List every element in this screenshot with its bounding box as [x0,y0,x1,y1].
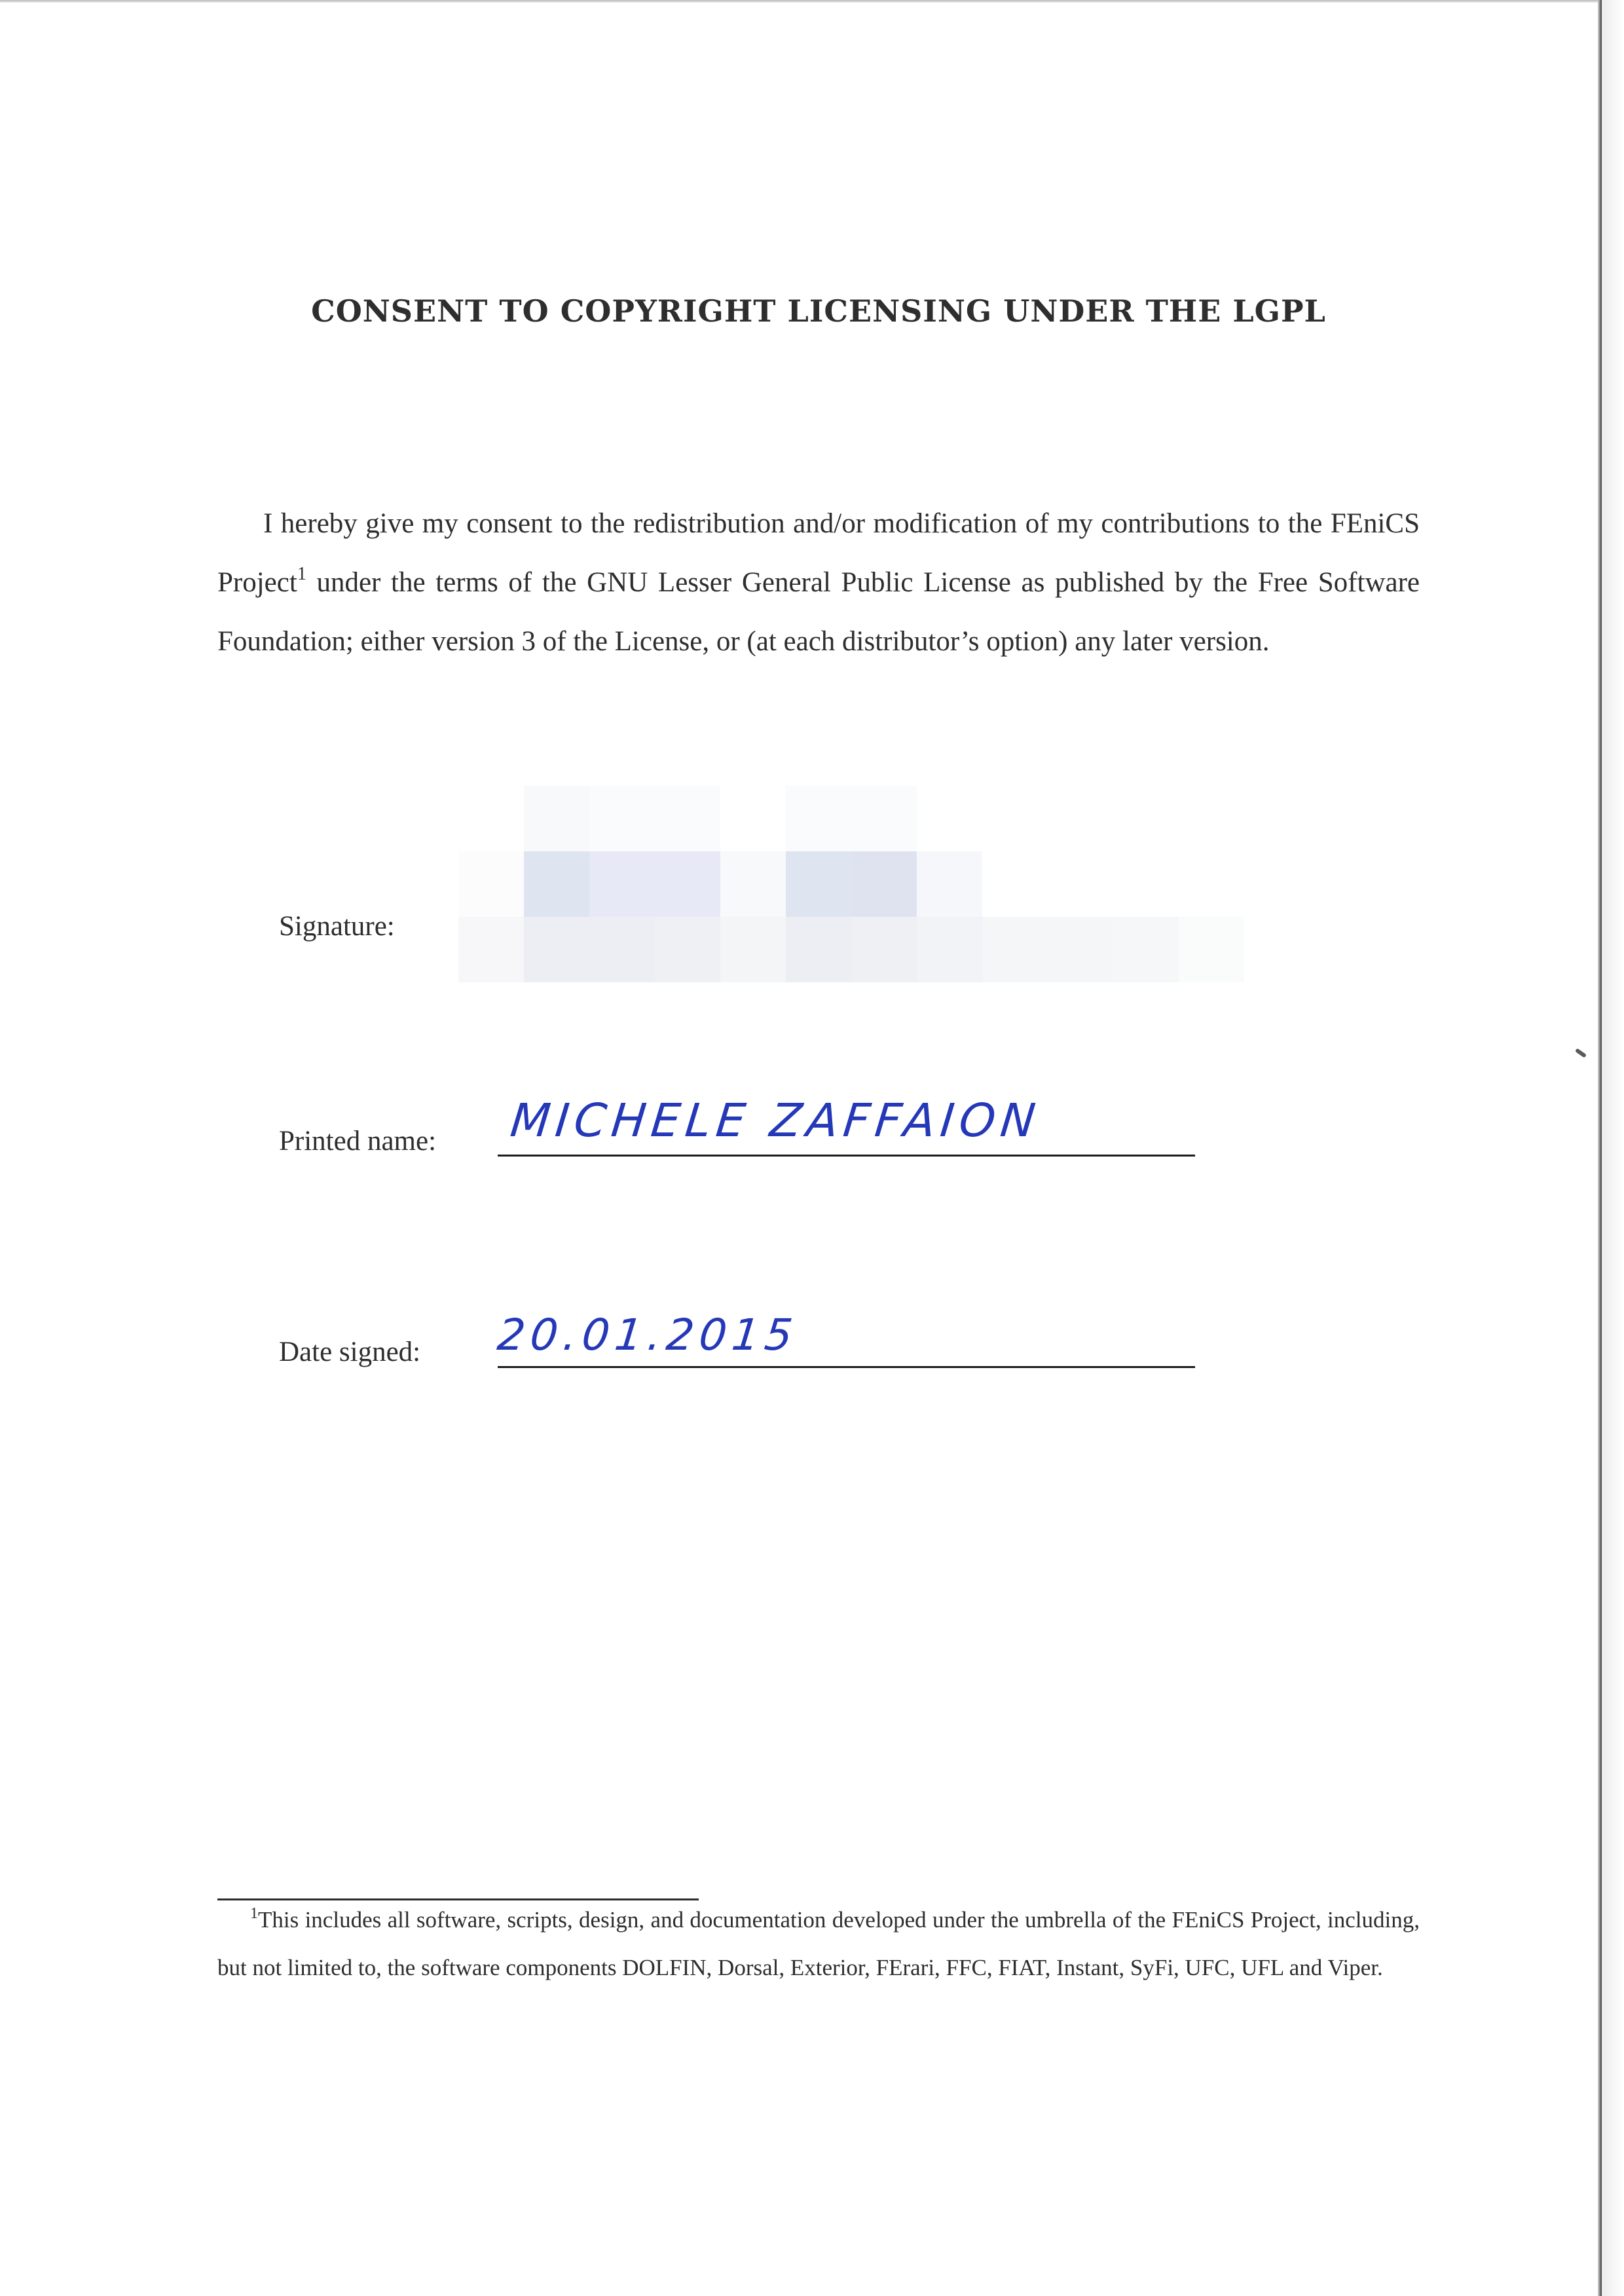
document-title: CONSENT TO COPYRIGHT LICENSING UNDER THE LGPL [311,293,1326,329]
consent-text-part-1: I hereby give my consent to the redistribution and/or modification of my contributions to the FEniCS Project [217,508,1420,598]
printed-name-label: Printed name: [279,1126,437,1157]
footnote-reference: 1 [297,564,306,584]
scan-speck [1575,1048,1587,1058]
date-signed-label: Date signed: [279,1337,421,1367]
scan-top-edge [0,0,1598,3]
consent-paragraph [217,494,1420,671]
footnote-mark: 1 [250,1905,258,1922]
signature-label: Signature: [279,911,395,942]
date-signed-handwriting: 20.01.2015 [494,1310,800,1360]
printed-name-line [498,1155,1195,1157]
printed-name-handwriting: MICHELE ZAFFAION [507,1094,1043,1147]
consent-text-part-2: under the terms of the GNU Lesser General Public License as published by the Free Software Foundation; either version 3 of the License, or (at each distributor’s option) any later version. [217,567,1420,657]
footnote [217,1896,1420,1991]
date-signed-line [498,1366,1195,1368]
signature-redaction [458,786,1244,982]
scan-right-shadow [1602,0,1624,2296]
footnote-text: This includes all software, scripts, design, and documentation developed under the umbrella of the FEniCS Project, including, but not limited to, the software components DOLFIN, Dorsal, Exterior, FErari, FFC, FIAT, Instant, SyFi, UFC, UFL and Viper. [217,1907,1420,1980]
